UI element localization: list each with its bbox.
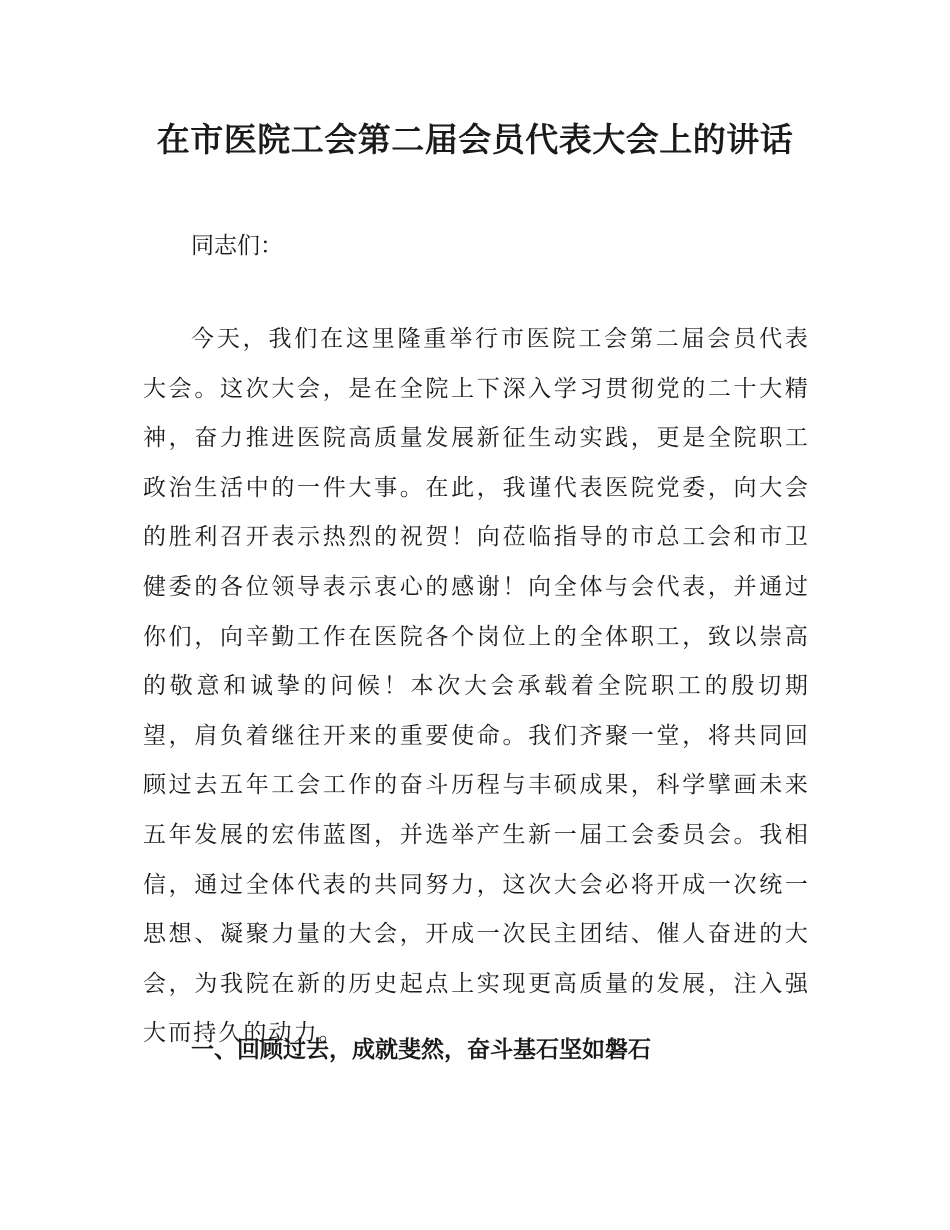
salutation: 同志们： [191, 233, 283, 259]
document-title: 在市医院工会第二届会员代表大会上的讲话 [156, 120, 794, 159]
section-heading: 一、回顾过去，成就斐然，奋斗基石坚如磐石 [191, 1037, 651, 1063]
paragraph-opening: 今天，我们在这里隆重举行市医院工会第二届会员代表大会。这次大会，是在全院上下深入学习贯彻党的二十大精神，奋力推进医院高质量发展新征生动实践，更是全院职工政治生活中的一件大事。在此，我谨代表医院党委，向大会的胜利召开表示热烈的祝贺！向莅临指导的市总工会和市卫健委的各位领导表示衷心的感谢！向全体与会代表，并通过你们，向辛勤工作在医院各个岗位上的全体职工，致以崇高的敬意和诚挚的问候！本次大会承载着全院职工的殷切期望，肩负着继往开来的重要使命。我们齐聚一堂，将共同回顾过去五年工会工作的奋斗历程与丰硕成果，科学擘画未来五年发展的宏伟蓝图，并选举产生新一届工会委员会。我相信，通过全体代表的共同努力，这次大会必将开成一次统一思想、凝聚力量的大会，开成一次民主团结、催人奋进的大会，为我院在新的历史起点上实现更高质量的发展，注入强大而持久的动力。 [143, 326, 810, 1047]
